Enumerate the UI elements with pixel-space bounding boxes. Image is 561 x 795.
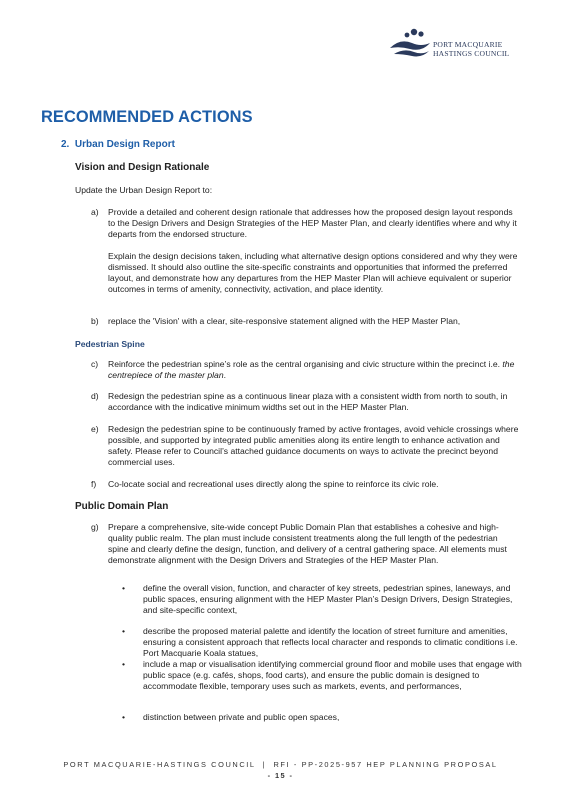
item-c-label: c) (91, 359, 99, 369)
council-logo-icon (386, 26, 432, 60)
item-g-label: g) (91, 522, 99, 532)
logo-line-1: PORT MACQUARIE (433, 40, 503, 49)
item-g-text: Prepare a comprehensive, site-wide concept Public Domain Plan that establishes a cohesive and high-quality public realm. The plan must include consistent treatments along the full length of the pedestrian spine and clearly define the design, function, and delivery of a central gathering space. All elements must demonstrate alignment with the Design Drivers and Strategies of the HEP Master Plan. (108, 522, 507, 565)
logo-line-2: HASTINGS COUNCIL (433, 49, 510, 58)
item-e-text: Redesign the pedestrian spine to be continuously framed by active frontages, avoid vehicle crossings where possible, and supported by integrated public amenities along its entire length to enhance activation and safety. Please refer to Council’s attached guidance documents on ways to activate the precinct beyond commercial uses. (108, 424, 519, 467)
item-a-paragraph-1: Provide a detailed and coherent design rationale that addresses how the proposed design layout responds to the Design Drivers and Design Strategies of the HEP Master Plan, and clearly identifies where and why it departs from the endorsed structure. (108, 207, 517, 239)
page-heading: RECOMMENDED ACTIONS (41, 108, 253, 126)
public-domain-heading: Public Domain Plan (75, 501, 169, 512)
bullet-item-3: include a map or visualisation identifying commercial ground floor and mobile uses that engage with public space (e.g. cafés, shops, food carts), and ensure the public domain is designed to accommodate flexible, temporary uses such as markets, events, and performances, (143, 659, 522, 691)
item-c-end: . (223, 369, 226, 380)
item-c-emphasis: the centrepiece of the master plan (108, 359, 515, 380)
council-logo (386, 26, 536, 66)
bullet-marker-3: • (122, 659, 126, 669)
item-a-paragraph-2: Explain the design decisions taken, including what alternative design options considered and why they were dismissed. It should also outline the site-specific constraints and opportunities that informed the preferred layout, and demonstrate how any departures from the HEP Master Plan will achieve equivalent or superior outcomes in terms of amenity, connectivity, activation, and place identity. (108, 251, 518, 294)
bullet-item-1: define the overall vision, function, and character of key streets, pedestrian spines, laneways, and public spaces, ensuring alignment with the HEP Master Plan’s Design Drivers, Design Strategies, and site-specific context, (143, 583, 513, 615)
vision-heading: Vision and Design Rationale (75, 162, 210, 173)
item-e-label: e) (91, 424, 99, 434)
item-b-label: b) (91, 316, 99, 326)
item-a-label: a) (91, 207, 99, 217)
section-title: Urban Design Report (74, 139, 175, 150)
item-c-body: Reinforce the pedestrian spine’s role as the central organising and civic structure within the precinct i.e. (108, 359, 501, 369)
item-f-label: f) (91, 479, 97, 489)
item-d-label: d) (91, 391, 99, 401)
item-f-text: Co-locate social and recreational uses directly along the spine to reinforce its civic role. (108, 479, 439, 489)
bullet-marker-1: • (122, 583, 126, 593)
item-c-text (108, 359, 520, 381)
bullet-item-4: distinction between private and public open spaces, (143, 712, 340, 722)
bullet-item-2: describe the proposed material palette and identify the location of street furniture and amenities, ensuring a consistent approach that reflects local character and responds to climatic conditions i.e. Port Macquarie Koala statues, (143, 626, 518, 658)
vision-intro: Update the Urban Design Report to: (75, 185, 213, 195)
pedestrian-spine-heading: Pedestrian Spine (75, 339, 145, 349)
section-heading (61, 139, 175, 150)
section-number: 2. (61, 139, 70, 150)
page-footer: PORT MACQUARIE-HASTINGS COUNCIL | RFI - PP-2025-957 HEP PLANNING PROPOSAL (63, 760, 498, 769)
item-d-text: Redesign the pedestrian spine as a continuous linear plaza with a consistent width from north to south, in accordance with the indicative minimum widths set out in the HEP Master Plan. (108, 391, 508, 412)
bullet-marker-2: • (122, 626, 126, 636)
page-number: - 15 - (267, 771, 294, 780)
item-b-text: replace the 'Vision' with a clear, site-responsive statement aligned with the HEP Master Plan, (108, 316, 461, 326)
bullet-marker-4: • (122, 712, 126, 722)
logo-wordmark (433, 40, 509, 58)
